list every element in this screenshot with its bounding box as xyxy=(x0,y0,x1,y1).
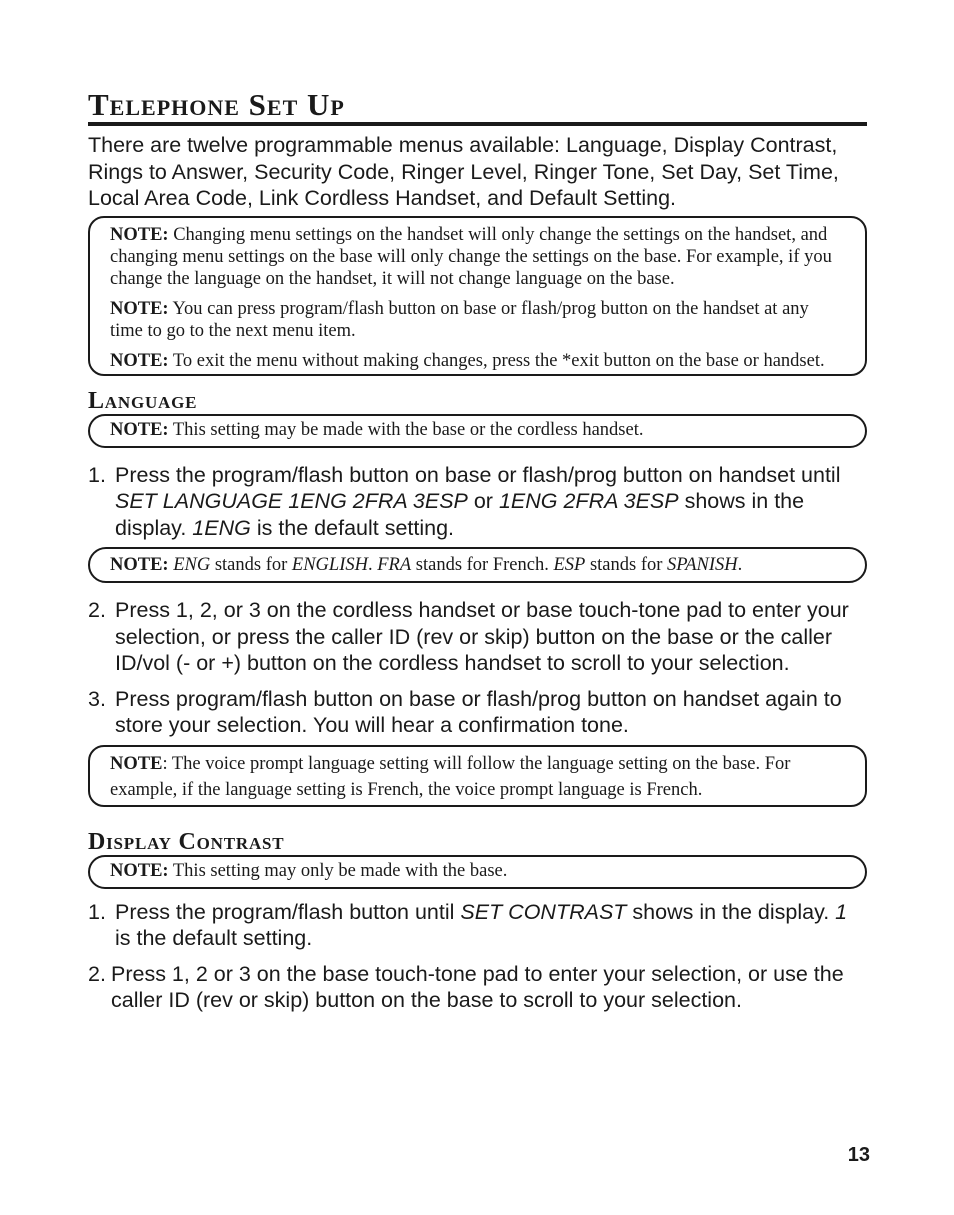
note-label: NOTE: xyxy=(110,298,169,319)
note-label: NOTE: xyxy=(110,555,169,575)
step-text: Press program/flash button on base or flash/prog button on handset again to store your selection. You will hear a confirmation tone. xyxy=(115,686,842,737)
step-text: Press the program/flash button until SET CONTRAST shows in the display. 1 is the default setting. xyxy=(115,899,848,950)
note-text: To exit the menu without making changes, press the *exit button on the base or handset. xyxy=(168,350,825,371)
note-text: This setting may only be made with the base. xyxy=(168,860,508,881)
note-label: NOTE: xyxy=(110,350,169,371)
language-note xyxy=(88,414,867,448)
note-label: NOTE xyxy=(110,753,163,774)
note-text: Changing menu settings on the handset will only change the settings on the handset, and changing menu settings on the base will only change the settings on the base. For example, if you change the language on the handset, it will not change language on the base. xyxy=(110,224,832,289)
step-number: 1. xyxy=(88,899,106,924)
step-text: Press 1, 2 or 3 on the base touch-tone pad to enter your selection, or use the caller ID (rev or skip) button on the base to scroll to your selection. xyxy=(111,961,844,1012)
page-content xyxy=(88,88,867,1014)
page-number: 13 xyxy=(847,1144,870,1166)
step-number: 2. xyxy=(88,961,106,986)
note-label: NOTE: xyxy=(110,419,169,440)
note-item xyxy=(110,298,845,342)
note-item xyxy=(110,350,845,372)
step-text: Press 1, 2, or 3 on the cordless handset or base touch-tone pad to enter your selection, or press the caller ID (rev or skip) button on the base or the caller ID/vol (- or +) button on the cordless handset to scroll to your selection. xyxy=(115,598,849,675)
contrast-step-1 xyxy=(88,899,867,952)
note-item xyxy=(110,224,845,290)
intro-paragraph: There are twelve programmable menus available: Language, Display Contrast, Rings to Answer, Security Code, Ringer Level, Ringer Tone, Set Day, Set Time, Local Area Code, Link Cordless Handset, and Default Setting. xyxy=(88,133,839,210)
note-item xyxy=(110,751,845,803)
note-text: : The voice prompt language setting will follow the language setting on the base. For example, if the language setting is French, the voice prompt language is French. xyxy=(110,753,791,800)
step-number: 1. xyxy=(88,462,106,487)
step-number: 2. xyxy=(88,598,106,622)
section-heading-contrast: Display Contrast xyxy=(88,828,285,855)
notes-box xyxy=(88,216,867,376)
section-heading-language: Language xyxy=(88,387,198,414)
voice-prompt-note xyxy=(88,745,867,807)
language-abbrev-note: NOTE: ENG stands for ENGLISH. FRA stands for French. ESP stands for SPANISH. xyxy=(88,547,867,583)
contrast-step-2 xyxy=(88,961,867,1014)
note-text: You can press program/flash button on base or flash/prog button on the handset at any time to go to the next menu item. xyxy=(110,298,809,341)
step-number: 3. xyxy=(88,686,106,711)
contrast-note xyxy=(88,855,867,889)
note-label: NOTE: xyxy=(110,224,169,245)
page-title: Telephone Set Up xyxy=(88,88,867,126)
language-step-2 xyxy=(88,597,867,677)
language-step-3 xyxy=(88,686,867,739)
note-label: NOTE: xyxy=(110,860,169,881)
step-text: Press the program/flash button on base or flash/prog button on handset until SET LANGUAGE 1ENG 2FRA 3ESP or 1ENG 2FRA 3ESP shows in the display. 1ENG is the default setting. xyxy=(115,462,841,540)
note-text: This setting may be made with the base or the cordless handset. xyxy=(168,419,644,440)
language-step-1 xyxy=(88,462,867,542)
